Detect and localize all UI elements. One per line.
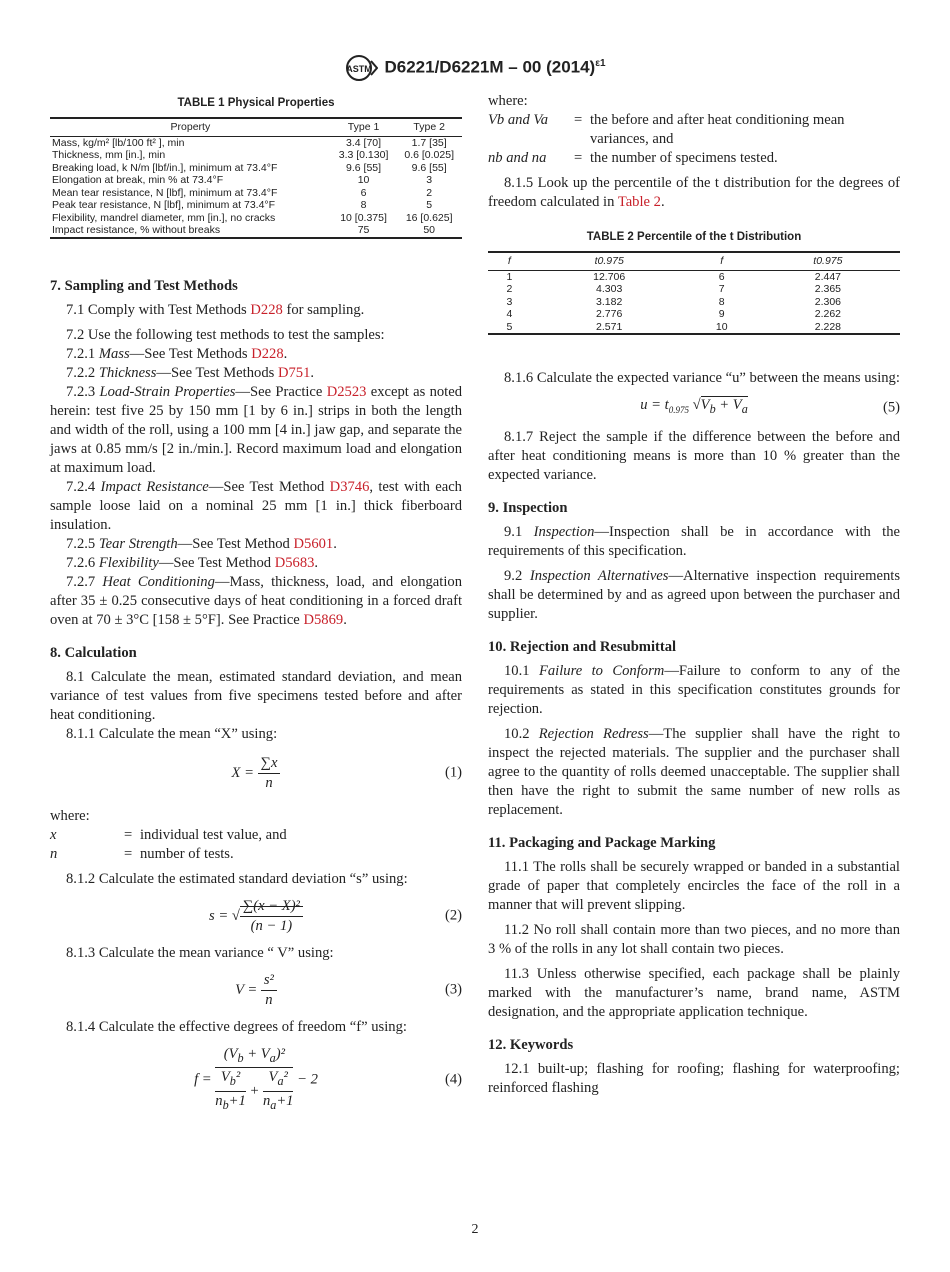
table-cell: 3.4 [70] [346,136,382,149]
th-property: Property [170,121,211,133]
table2-caption: TABLE 2 Percentile of the t Distribution [586,231,802,243]
table-cell: 16 [0.625] [405,211,453,224]
para-7-2-3 [50,383,462,478]
text: —See Test Method [208,478,330,495]
equation-number: (5) [882,399,900,416]
def-symbol: n [50,845,58,862]
link-d228[interactable]: D228 [251,345,284,362]
th-f: f [507,255,511,267]
table2-t-distribution [488,251,900,335]
def-eq: = [124,826,133,843]
text: —See Test Methods [129,345,252,362]
equation-4: f = $(V_b + V_a)^2$ $\frac{V_b^2}{n_b+1}$ + $\frac{V_a^2}{n_a+1}$ − 2 (4) [194,1045,462,1113]
def-text: individual test value, and [140,826,287,843]
para-7-2-5 [50,535,462,554]
para-7-2-6 [50,554,462,573]
link-d5683[interactable]: D5683 [274,554,315,571]
text: Impact Resistance [100,478,209,495]
def-symbol: Vb and Va [488,112,548,128]
page-number: 2 [471,1222,479,1237]
text: . [343,611,347,628]
para-8-1-7: 8.1.7 Reject the sample if the difference between the before and after heat conditioning means is more than 10 % greater than the expected variance. [488,428,900,483]
text: Load-Strain Properties [99,383,236,400]
para-10-2 [488,725,900,820]
text: . [333,535,337,552]
section-7-heading: 7. Sampling and Test Methods [50,277,238,294]
section-8-heading: 8. Calculation [50,644,137,661]
table-row [488,270,900,283]
link-d5869[interactable]: D5869 [303,611,344,628]
text: —Inspection shall be in accordance with the requirements of this specification. [488,523,901,559]
text: —See Test Method [158,554,275,571]
para-9-2 [488,567,900,624]
link-d5601[interactable]: D5601 [293,535,334,552]
table-cell: Impact resistance, % without breaks [52,224,221,236]
text: except as noted herein: test five 25 by 150 mm [1 by 6 in.] strips in both the length and width of the roll, using a 100 mm [4 in.] jaw gap, and separate the jaws at 0.85 mm/s [2 in./min.]. Record maximum load and elongation at maximum load. [50,383,462,476]
text: for sampling. [282,301,365,318]
para-7-2-1 [50,345,462,364]
table-cell: 2 [506,283,513,295]
table-cell: 2.365 [814,283,842,295]
table-cell: Mean tear resistance, N [lbf], minimum at 73.4°F [52,186,278,199]
link-d751[interactable]: D751 [277,364,311,381]
svg-text:ASTM: ASTM [346,64,373,75]
th-type1: Type 1 [347,121,380,133]
para-8-1-6: 8.1.6 Calculate the expected variance “u” between the means using: [504,370,900,386]
text: Failure to Conform [538,662,665,679]
table-row [50,224,462,238]
para-8-1-4: 8.1.4 Calculate the effective degrees of freedom “f” using: [66,1018,407,1035]
text: . [283,345,288,362]
equation-number: (1) [444,764,462,781]
table-cell: 2.262 [814,308,842,320]
para-11-3: 11.3 Unless otherwise specified, each package shall be plainly marked with the manufacturer’s name, brand name, ASTM designation, and the appropriate application technique. [488,965,900,1020]
section-11-heading: 11. Packaging and Package Marking [488,834,716,851]
text: 7.1 Comply with Test Methods [66,301,251,318]
text: 7.2.2 [66,364,99,381]
astm-logo-icon [344,55,378,81]
text: —The supplier shall have the right to inspect the rejected materials. The supplier and the purchaser shall agree to the quantity of rolls deemed unacceptable. The supplier shall then have the right to submit the same number of new rolls as replacement. [488,725,901,818]
text: Tear Strength [98,535,178,552]
text: Mass [98,345,130,362]
para-7-1 [50,301,462,320]
equation-3: V = $\frac{\text{s²}}{n}$ (3) [235,971,462,1008]
table-cell: 8 [718,295,725,308]
text: 7.2.4 [66,478,101,495]
table-cell: 2.571 [596,320,623,333]
document-designation: D6221/D6221M – 00 (2014) [384,57,596,77]
para-8-1-1: 8.1.1 Calculate the mean “X” using: [66,725,278,742]
table-cell: 10 [715,320,728,333]
page-header [0,54,950,81]
th-t: t0.975 [813,255,843,267]
table-cell: 3 [426,174,433,186]
text: —Failure to conform to any of the requirements as stated in this specification constitutes grounds for rejection. [488,662,900,717]
text: 7.2.5 [66,535,99,552]
equation-number: (3) [444,981,462,998]
def-symbol: x [50,826,57,843]
table-cell: 2 [426,186,433,199]
equation-5: $u = t_{0.975}$ $√V_b + V_a$ (5) [640,397,900,416]
section-9-heading: 9. Inspection [488,499,568,516]
text: 7.2.6 [66,554,99,571]
para-9-1 [488,523,900,561]
def-symbol: nb and na [488,150,547,166]
para-8-1-3: 8.1.3 Calculate the mean variance “ V” using: [66,944,334,961]
para-8-1-2: 8.1.2 Calculate the estimated standard deviation “s” using: [66,870,408,887]
text: . [660,194,665,210]
table-cell: 7 [718,283,725,295]
table-cell: 4 [506,308,513,320]
equation-number: (4) [444,1071,462,1088]
table-cell: 5 [426,199,433,211]
def-eq: = [124,845,133,862]
table-cell: 2.776 [596,308,623,320]
text: Inspection Alternatives [529,567,669,584]
left-column [50,92,462,1123]
para-7-2-2 [50,364,462,383]
para-7-2-4 [50,478,462,535]
table-cell: 9 [718,308,725,320]
table-cell: 2.306 [814,295,842,308]
table-cell: 9.6 [55] [346,161,382,174]
text: 10.2 [504,725,539,742]
para-7-2-7 [50,573,462,630]
text: —See Test Methods [156,364,278,381]
table1-caption: TABLE 1 Physical Properties [177,97,335,109]
text: —See Test Method [177,535,294,552]
text: 7.2.7 [66,573,103,590]
table-cell: Peak tear resistance, N [lbf], minimum at 73.4°F [52,199,276,211]
para-8-1-5 [488,174,900,212]
table-cell: 10 [0.375] [340,211,387,224]
para-11-1: 11.1 The rolls shall be securely wrapped or banded in a substantial grade of paper that completely encircles the face of the roll in a manner that will prevent slipping. [488,858,900,913]
para-7-2: 7.2 Use the following test methods to test the samples: [66,326,385,343]
table-cell: 6 [360,186,367,199]
right-column [488,92,900,1098]
epsilon-superscript: ε1 [595,58,606,69]
text: 8.1.5 Look up the percentile of the t distribution for the degrees of freedom calculated in [488,175,900,210]
table1-physical-properties [50,117,462,239]
section-12-heading: 12. Keywords [488,1036,574,1053]
equation-1: X = $\frac{\sum x}{n}$ (1) [231,754,462,791]
text: 9.1 [504,523,534,540]
table-row [488,308,900,321]
text: 9.2 [504,567,530,584]
text: Thickness [98,364,157,381]
equation-2: s = √ $\frac{\text{∑(x − X)²}}{(n - 1)}$ (2) [209,897,462,934]
definitions-1 [50,826,462,864]
table-row [50,162,462,175]
text: Inspection [533,523,595,540]
text: —Alternative inspection requirements shall be determined by and as agreed upon between the purchaser and supplier. [488,567,901,622]
text: Rejection Redress [538,725,649,742]
th-type2: Type 2 [413,121,445,133]
table-cell: 4.303 [596,283,623,295]
table-cell: 1.7 [35] [411,136,447,149]
para-10-1 [488,662,900,719]
equation-number: (2) [444,907,462,924]
table-row [50,136,462,149]
th-f: f [720,255,724,267]
def-eq: = [574,112,583,128]
table-cell: 75 [357,224,370,236]
table-row [50,187,462,200]
text: . [314,554,319,571]
table-row [488,321,900,335]
table-cell: 8 [360,199,367,211]
table-cell: 12.706 [593,270,626,283]
para-8-1: 8.1 Calculate the mean, estimated standard deviation, and mean variance of test values from five specimens tested before and after heat conditioning. [50,668,462,723]
table-row [50,149,462,162]
th-t: t0.975 [594,255,624,267]
table-cell: 2.228 [814,320,842,333]
table-row [488,283,900,296]
table-cell: 10 [357,174,370,186]
table-cell: 50 [423,224,436,236]
table-cell: 5 [506,320,513,333]
table-row [50,174,462,187]
def-eq: = [574,150,583,166]
def-text: the before and after heat conditioning mean variances, and [590,112,845,147]
table-cell: 0.6 [0.025] [404,149,454,161]
text: Flexibility [98,554,159,571]
text: 7.2.3 [66,383,100,400]
def-text: the number of specimens tested. [590,150,778,166]
text: 10.1 [504,662,539,679]
table-cell: Breaking load, k N/m [lbf/in.], minimum at 73.4°F [52,161,278,174]
table-row [50,199,462,212]
link-d228[interactable]: D228 [250,301,283,318]
definitions-2 [488,111,900,168]
table-cell: 2.447 [814,270,842,283]
table-row [50,212,462,225]
table-cell: 3.3 [0.130] [338,149,389,161]
text: , test with each sample loose laid on a nominal 25 mm [1 in.] thick fiberboard insulation. [50,478,462,533]
text: 7.2.1 [66,345,99,362]
table-row [488,296,900,309]
link-d3746[interactable]: D3746 [329,478,370,495]
table-cell: 9.6 [55] [411,161,447,174]
section-10-heading: 10. Rejection and Resubmittal [488,638,677,655]
table-cell: Mass, kg/m² [lb/100 ft² ], min [52,136,185,149]
para-11-2: 11.2 No roll shall contain more than two pieces, and no more than 3 % of the rolls in any lot shall contain two pieces. [488,921,900,957]
table-cell: 1 [506,270,513,283]
link-d2523[interactable]: D2523 [326,383,367,400]
where-label: where: [50,807,90,824]
text: . [310,364,315,381]
table-cell: Flexibility, mandrel diameter, mm [in.], no cracks [52,211,276,224]
where-label: where: [488,93,528,109]
table-cell: 3.182 [596,295,623,308]
para-12-1: 12.1 built-up; flashing for roofing; flashing for waterproofing; reinforced flashing [488,1060,900,1096]
text: Heat Conditioning [102,573,215,590]
table-cell: 6 [718,270,725,283]
def-text: number of tests. [140,845,234,862]
table-cell: 3 [506,295,513,308]
link-table-2[interactable]: Table 2 [617,194,661,210]
text: —Mass, thickness, load, and elongation after 35 ± 0.25 consecutive days of heat conditioning in a forced draft oven at 70 ± 3°C [158 ± 5°F]. See Practice [50,573,462,628]
table-cell: Thickness, mm [in.], min [52,149,166,161]
table-cell: Elongation at break, min % at 73.4°F [52,174,224,186]
text: —See Practice [235,383,327,400]
